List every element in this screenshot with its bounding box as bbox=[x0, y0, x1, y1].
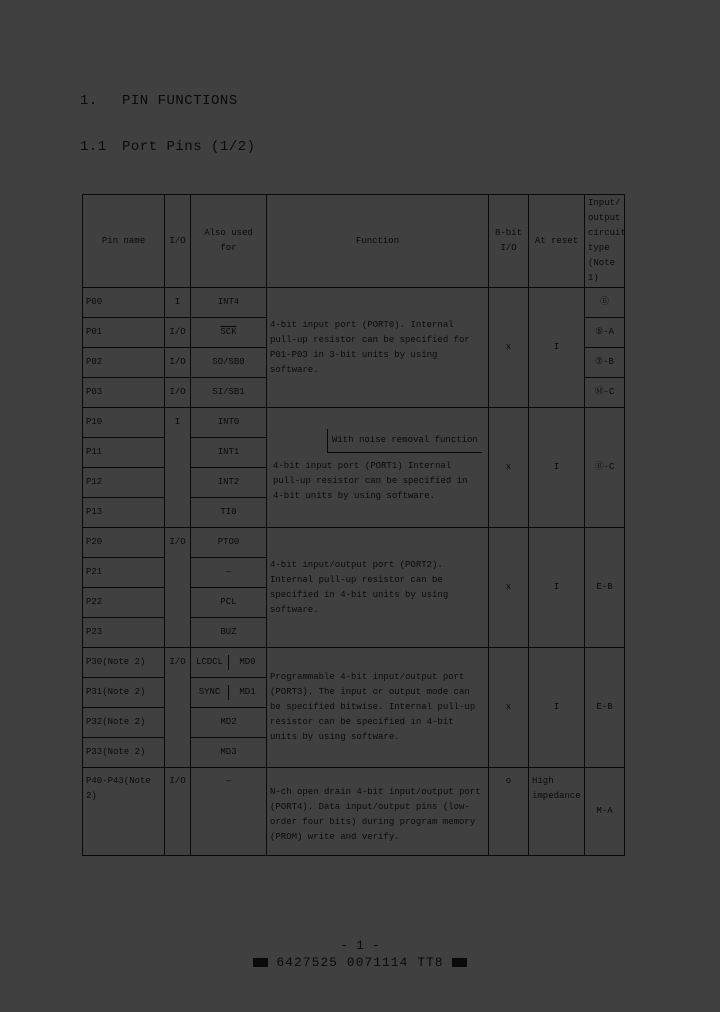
pin-function-description: Programmable 4-bit input/output port (PORT3). The input or output mode can be specified bitwise. Internal pull-up resistor can be specified in 4-bit units by using software. bbox=[267, 648, 489, 768]
pin-function-description: 4-bit input port (PORT1) Internal pull-up resistor can be specified in 4-bit units by using software. bbox=[273, 461, 468, 501]
pin-circuit-type: E-B bbox=[585, 528, 625, 648]
pin-circuit-type: Ⓑ-C bbox=[585, 408, 625, 528]
table-row bbox=[83, 768, 625, 856]
header-pin-name: Pin name bbox=[83, 195, 165, 288]
pin-alt-function bbox=[191, 648, 267, 678]
pin-alt-function: PTO0 bbox=[191, 528, 267, 558]
pin-name: P02 bbox=[83, 348, 165, 378]
pin-io: I/O bbox=[165, 318, 191, 348]
pin-alt-function: SO/SB0 bbox=[191, 348, 267, 378]
pin-8bit-io: x bbox=[489, 648, 529, 768]
pin-alt-function: INT1 bbox=[191, 438, 267, 468]
pin-at-reset: I bbox=[529, 408, 585, 528]
header-function: Function bbox=[267, 195, 489, 288]
table-row bbox=[83, 408, 625, 438]
pin-function-description: N-ch open drain 4-bit input/output port (PORT4). Data input/output pins (low-order four bits) during program memory (PROM) write and verify. bbox=[267, 768, 489, 856]
pin-alt-function: INT4 bbox=[191, 288, 267, 318]
alt-function-b: MD0 bbox=[228, 655, 266, 670]
pin-alt-function: BUZ bbox=[191, 618, 267, 648]
pin-name: P31(Note 2) bbox=[83, 678, 165, 708]
header-at-reset: At reset bbox=[529, 195, 585, 288]
alt-function-a: SYNC bbox=[198, 687, 221, 697]
pin-alt-function: INT2 bbox=[191, 468, 267, 498]
pin-circuit-type: ⑤-A bbox=[585, 318, 625, 348]
section-title: PIN FUNCTIONS bbox=[122, 93, 238, 109]
table-row bbox=[83, 288, 625, 318]
pin-alt-function: — bbox=[191, 768, 267, 856]
pin-alt-function: INT0 bbox=[191, 408, 267, 438]
pin-name: P32(Note 2) bbox=[83, 708, 165, 738]
pin-name: P22 bbox=[83, 588, 165, 618]
pin-name: P40-P43(Note 2) bbox=[83, 768, 165, 856]
pin-alt-function bbox=[191, 678, 267, 708]
pin-name: P01 bbox=[83, 318, 165, 348]
pin-name: P03 bbox=[83, 378, 165, 408]
pin-at-reset: I bbox=[529, 648, 585, 768]
pin-name: P21 bbox=[83, 558, 165, 588]
pin-name: P30(Note 2) bbox=[83, 648, 165, 678]
pin-name: P12 bbox=[83, 468, 165, 498]
pin-8bit-io: o bbox=[489, 768, 529, 856]
table-row bbox=[83, 648, 625, 678]
pin-alt-function: TI0 bbox=[191, 498, 267, 528]
barcode-text: 6427525 0071114 TT8 bbox=[276, 955, 444, 970]
section-heading bbox=[80, 93, 238, 109]
header-8bit-io: 8-bit I/O bbox=[489, 195, 529, 288]
header-circuit-type: Input/ output circuit type (Note 1) bbox=[585, 195, 625, 288]
pin-io: I/O bbox=[165, 528, 191, 648]
pin-function-cell bbox=[267, 408, 489, 528]
black-bar-left bbox=[253, 958, 268, 967]
header-io: I/O bbox=[165, 195, 191, 288]
pin-name: P10 bbox=[83, 408, 165, 438]
pin-at-reset: I bbox=[529, 288, 585, 408]
pin-function-description: 4-bit input port (PORT0). Internal pull-up resistor can be specified for P01-P03 in 3-bit units by using software. bbox=[267, 288, 489, 408]
page-number: - 1 - bbox=[340, 938, 380, 953]
pin-alt-function: $\overline{SCK}$ bbox=[191, 318, 267, 348]
pin-8bit-io: x bbox=[489, 288, 529, 408]
pin-alt-function: MD2 bbox=[191, 708, 267, 738]
pin-alt-function: PCL bbox=[191, 588, 267, 618]
subsection-title: Port Pins (1/2) bbox=[122, 139, 256, 155]
pin-circuit-type: M-A bbox=[585, 768, 625, 856]
pin-circuit-type: Ⓑ bbox=[585, 288, 625, 318]
black-bar-right bbox=[452, 958, 467, 967]
pin-circuit-type: ⑦-B bbox=[585, 348, 625, 378]
pin-alt-function: SI/SB1 bbox=[191, 378, 267, 408]
table-row bbox=[83, 528, 625, 558]
pin-8bit-io: x bbox=[489, 528, 529, 648]
document-code bbox=[0, 955, 720, 970]
alt-function-b: MD1 bbox=[228, 685, 266, 700]
pin-io: I bbox=[165, 408, 191, 528]
pin-circuit-type: Ⓜ-C bbox=[585, 378, 625, 408]
pin-name: P33(Note 2) bbox=[83, 738, 165, 768]
pin-at-reset: I bbox=[529, 528, 585, 648]
noise-removal-note: With noise removal function bbox=[327, 429, 482, 453]
subsection-number: 1.1 bbox=[80, 139, 107, 155]
pin-function-description: 4-bit input/output port (PORT2). Internal pull-up resistor can be specified in 4-bit units by using software. bbox=[267, 528, 489, 648]
header-also-used-for: Also used for bbox=[191, 195, 267, 288]
pin-io: I/O bbox=[165, 648, 191, 768]
pin-circuit-type: E-B bbox=[585, 648, 625, 768]
table-header-row bbox=[83, 195, 625, 288]
pin-name: P11 bbox=[83, 438, 165, 468]
pin-name: P23 bbox=[83, 618, 165, 648]
pin-at-reset: High impedance bbox=[529, 768, 585, 856]
pin-name: P20 bbox=[83, 528, 165, 558]
pin-alt-function: — bbox=[191, 558, 267, 588]
pin-name: P00 bbox=[83, 288, 165, 318]
pin-8bit-io: x bbox=[489, 408, 529, 528]
pin-name: P13 bbox=[83, 498, 165, 528]
pin-io: I/O bbox=[165, 378, 191, 408]
port-pins-table bbox=[82, 194, 625, 856]
subsection-heading bbox=[80, 139, 256, 155]
pin-io: I/O bbox=[165, 348, 191, 378]
alt-function-a: LCDCL bbox=[195, 657, 223, 667]
pin-io: I/O bbox=[165, 768, 191, 856]
pin-io: I bbox=[165, 288, 191, 318]
pin-alt-function: MD3 bbox=[191, 738, 267, 768]
section-number: 1. bbox=[80, 93, 98, 109]
